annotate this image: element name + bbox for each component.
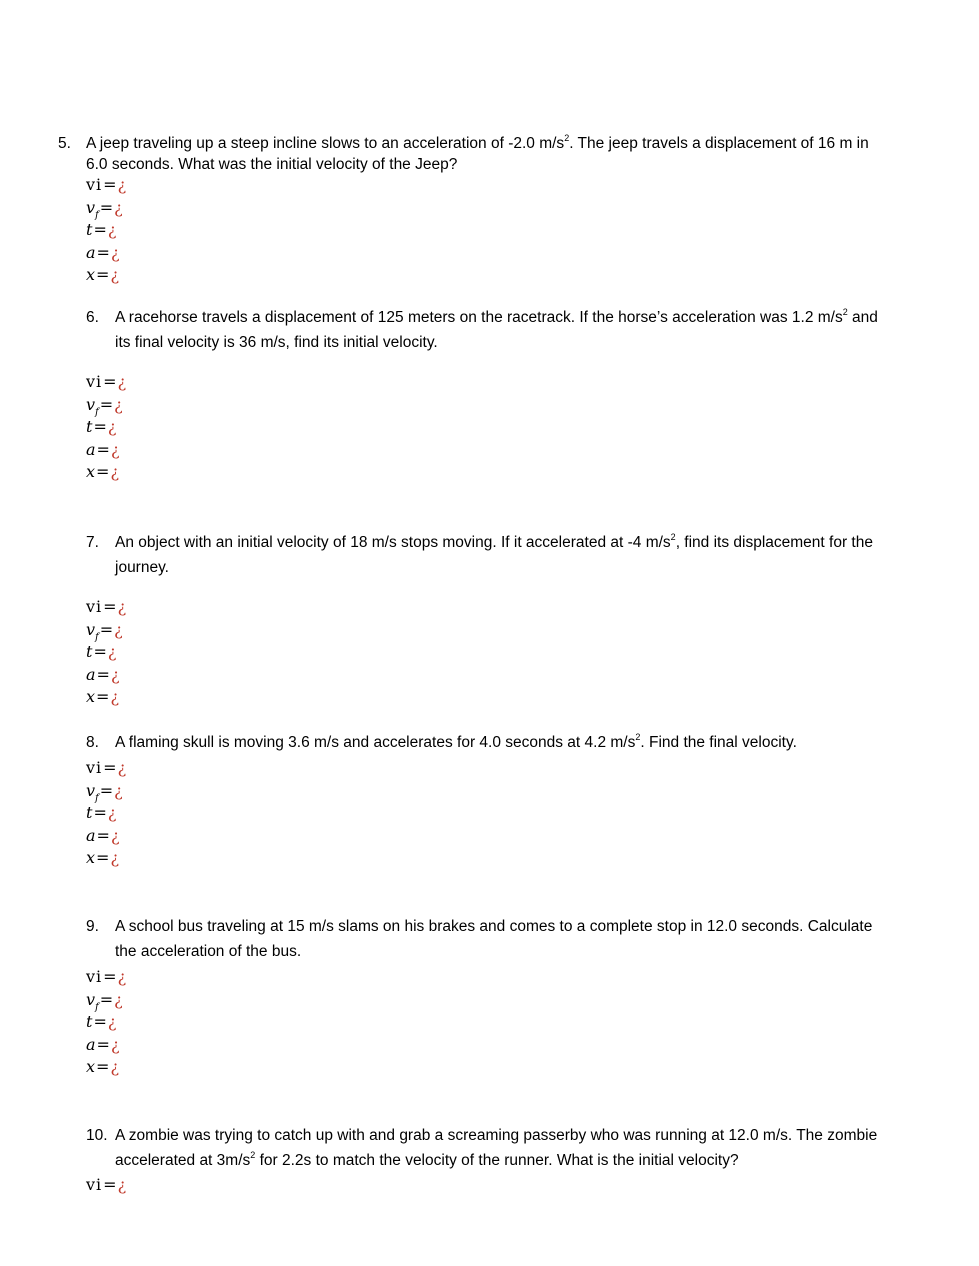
var-vi: vi=¿ (86, 372, 127, 391)
answer-blank[interactable]: ¿ (117, 1175, 127, 1194)
var-a: a=¿ (86, 439, 120, 459)
question-line-1: A racehorse travels a displacement of 125 meters on the racetrack. If the horse’s acceleration was 1.2 $m/s^2$ and (115, 307, 878, 326)
var-a: a=¿ (86, 242, 120, 262)
answer-blank[interactable]: ¿ (117, 372, 127, 391)
question-line-1: An object with an initial velocity of 18 m/s stops moving. If it accelerated at -4 $m/s^2$, find its displacement for the (115, 532, 873, 551)
variable-list (86, 371, 126, 484)
var-vi: vi=¿ (86, 1175, 127, 1194)
variable-list (86, 596, 126, 709)
question-line-2: 6.0 seconds. What was the initial velocity of the Jeep? (86, 156, 458, 173)
answer-blank[interactable]: ¿ (110, 687, 120, 706)
var-vf: $v_f=¿$ (86, 780, 123, 804)
problem-number: 5. (58, 135, 71, 152)
answer-blank[interactable]: ¿ (117, 967, 127, 986)
answer-blank[interactable]: ¿ (114, 394, 123, 414)
answer-blank[interactable]: ¿ (110, 664, 120, 684)
answer-blank[interactable]: ¿ (114, 619, 123, 639)
answer-blank[interactable]: ¿ (110, 462, 120, 481)
answer-blank[interactable]: ¿ (117, 175, 127, 194)
var-x: x=¿ (86, 1057, 120, 1076)
question-line-1: A zombie was trying to catch up with and grab a screaming passerby who was running at 12.0 m/s. The zombie (115, 1127, 878, 1144)
var-a: a=¿ (86, 825, 120, 845)
question-line-2: accelerated at $3m/s^2$ for 2.2s to match the velocity of the runner. What is the initial velocity? (115, 1150, 739, 1169)
var-vf: $v_f=¿$ (86, 619, 123, 643)
var-x: x=¿ (86, 265, 120, 284)
question-line-1: A jeep traveling up a steep incline slows to an acceleration of -2.0 $m/s^2$. The jeep travels a displacement of 16 m in (86, 133, 869, 152)
problem-number: 7. (86, 534, 99, 551)
answer-blank[interactable]: ¿ (107, 220, 117, 239)
var-vf: $v_f=¿$ (86, 394, 123, 418)
problem-number: 8. (86, 734, 99, 751)
var-t: t=¿ (86, 642, 117, 661)
var-vf: $v_f=¿$ (86, 197, 123, 221)
answer-blank[interactable]: ¿ (110, 265, 120, 284)
answer-blank[interactable]: ¿ (114, 989, 123, 1009)
answer-blank[interactable]: ¿ (110, 439, 120, 459)
question-line-1: A flaming skull is moving 3.6 m/s and accelerates for 4.0 seconds at 4.2 $m/s^2$. Find the final velocity. (115, 732, 797, 751)
answer-blank[interactable]: ¿ (110, 1034, 120, 1054)
answer-blank[interactable]: ¿ (117, 597, 127, 616)
question-line-2: journey. (115, 559, 169, 576)
variable-list (86, 966, 126, 1079)
var-t: t=¿ (86, 1012, 117, 1031)
answer-blank[interactable]: ¿ (110, 825, 120, 845)
variable-list (86, 757, 126, 870)
answer-blank[interactable]: ¿ (110, 848, 120, 867)
answer-blank[interactable]: ¿ (107, 642, 117, 661)
var-x: x=¿ (86, 848, 120, 867)
problem-number: 10. (86, 1127, 108, 1144)
var-a: a=¿ (86, 1034, 120, 1054)
answer-blank[interactable]: ¿ (110, 242, 120, 262)
var-t: t=¿ (86, 803, 117, 822)
answer-blank[interactable]: ¿ (114, 197, 123, 217)
var-vi: vi=¿ (86, 175, 127, 194)
answer-blank[interactable]: ¿ (117, 758, 127, 777)
answer-blank[interactable]: ¿ (107, 803, 117, 822)
problem-number: 6. (86, 309, 99, 326)
var-vf: $v_f=¿$ (86, 989, 123, 1013)
problem-number: 9. (86, 918, 99, 935)
var-vi: vi=¿ (86, 758, 127, 777)
var-x: x=¿ (86, 462, 120, 481)
var-t: t=¿ (86, 220, 117, 239)
var-vi: vi=¿ (86, 967, 127, 986)
question-line-2: its final velocity is 36 m/s, find its initial velocity. (115, 334, 438, 351)
answer-blank[interactable]: ¿ (114, 780, 123, 800)
var-t: t=¿ (86, 417, 117, 436)
answer-blank[interactable]: ¿ (107, 417, 117, 436)
var-a: a=¿ (86, 664, 120, 684)
question-line-2: the acceleration of the bus. (115, 943, 302, 960)
variable-list (86, 1174, 126, 1197)
var-x: x=¿ (86, 687, 120, 706)
var-vi: vi=¿ (86, 597, 127, 616)
variable-list (86, 174, 126, 287)
answer-blank[interactable]: ¿ (110, 1057, 120, 1076)
answer-blank[interactable]: ¿ (107, 1012, 117, 1031)
question-line-1: A school bus traveling at 15 m/s slams on his brakes and comes to a complete stop in 12.0 seconds. Calculate (115, 918, 873, 935)
